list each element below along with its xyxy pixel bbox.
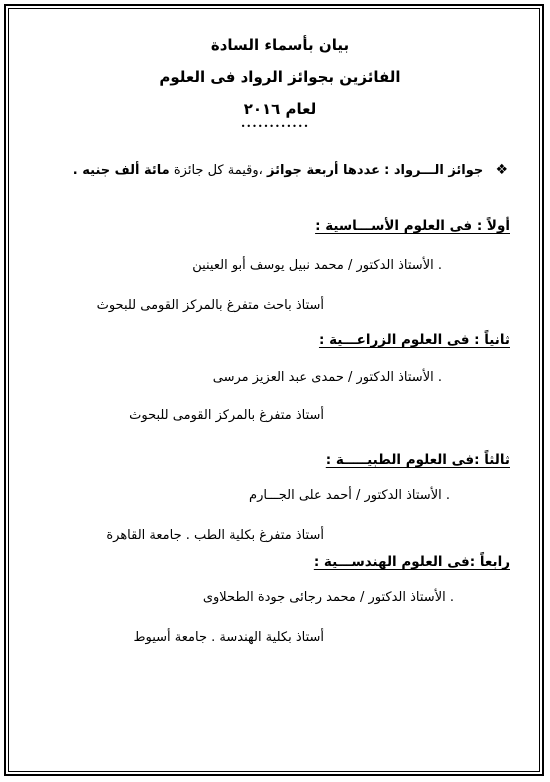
intro-line	[73, 162, 508, 178]
winner-name-2: . الأستاذ الدكتور / حمدى عبد العزيز مرسى	[212, 370, 442, 385]
diamond-bullet-icon: ❖	[495, 162, 508, 178]
section-heading-text: ثانياً : فى العلوم الزراعـــية :	[318, 332, 510, 348]
winner-desc-2: أستاذ متفرغ بالمركز القومى للبحوث	[129, 408, 324, 423]
section-heading-engineering-sciences	[314, 554, 510, 570]
section-heading-text: ثالثاً :فى العلوم الطبيـــــة :	[325, 452, 510, 468]
section-heading-medical-sciences	[326, 452, 510, 468]
intro-label: جوائز الـــرواد :	[384, 163, 484, 178]
title-line-2: الفائزين بجوائز الرواد فى العلوم	[159, 68, 401, 86]
section-heading-basic-sciences	[315, 218, 510, 234]
winner-desc-3: أستاذ متفرغ بكلية الطب . جامعة القاهرة	[106, 528, 324, 543]
winner-name-3: . الأستاذ الدكتور / أحمد على الجـــارم	[249, 488, 450, 503]
section-heading-text: رابعاً :فى العلوم الهندســـية :	[313, 554, 510, 570]
section-heading-text: أولاً : فى العلوم الأســـاسية :	[315, 218, 510, 234]
title-separator: ••••••••••••	[240, 122, 310, 131]
winner-name-4: . الأستاذ الدكتور / محمد رجائى جودة الطحلاوى	[202, 590, 454, 605]
intro-value-text: ،وقيمة كل جائزة	[173, 163, 263, 178]
intro-amount: مائة ألف جنيه .	[72, 163, 170, 178]
intro-count: عددها أربعة جوائز	[266, 163, 380, 178]
winner-desc-1: أستاذ باحث متفرغ بالمركز القومى للبحوث	[96, 298, 324, 313]
section-heading-agricultural-sciences	[319, 332, 510, 348]
title-line-3: لعام ٢٠١٦	[243, 100, 317, 118]
title-line-1: بيان بأسماء السادة	[210, 36, 350, 54]
winner-desc-4: أستاذ بكلية الهندسة . جامعة أسيوط	[133, 630, 324, 645]
winner-name-1: . الأستاذ الدكتور / محمد نبيل يوسف أبو العينين	[192, 258, 442, 273]
